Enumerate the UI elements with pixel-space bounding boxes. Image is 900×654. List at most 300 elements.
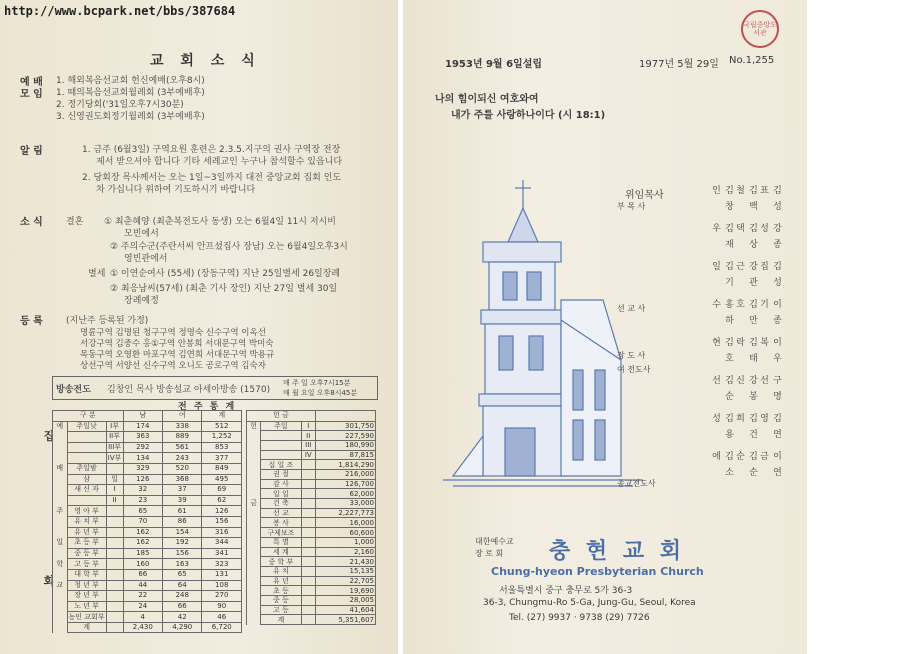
attendance-cell: 대 학 부 [67,569,106,580]
offering-cell [247,440,261,450]
offering-cell: 1,000 [315,537,375,547]
staff-name: 김 재 우 [710,223,733,250]
source-url: http://www.bcpark.net/bbs/387684 [4,4,236,18]
attendance-cell: 108 [202,580,242,591]
news-1b: 모빈에서 [124,229,159,239]
offering-cell: 22,705 [315,576,375,586]
attendance-cell: 62 [202,495,242,506]
offering-row [247,460,376,470]
attendance-cell: 6,720 [202,622,242,633]
offering-cell: 초 등 [261,586,301,596]
offering-cell [247,489,261,499]
attendance-cell [106,527,123,538]
staff-role: 위임목사 [625,190,664,201]
staff-name: 이 우 복 [758,337,781,364]
offering-cell: 216,000 [315,470,375,480]
offering-row [247,431,376,441]
stats-title: 전 주 통 계 [178,402,237,412]
offering-row [247,566,376,576]
off-head: 헌 금 [247,411,316,422]
offering-cell [247,431,261,441]
attendance-row [53,485,242,496]
attendance-cell [53,485,68,496]
attendance-cell: 154 [163,527,202,538]
broadcast-text: 김창인 목사 방송설교 아세아방송 (1570) [107,385,271,395]
attendance-cell: 64 [163,580,202,591]
attendance-cell: 청 년 부 [67,580,106,591]
verse-line-1: 나의 힘이되신 여호와여 [435,94,539,105]
offering-cell: 126,700 [315,479,375,489]
offering-cell: 중 학 부 [261,557,301,567]
offering-cell: 권 절 [261,470,301,480]
attendance-cell: 유 년 부 [67,527,106,538]
offering-cell [247,470,261,480]
broadcast-box [52,376,378,400]
attendance-cell [106,538,123,549]
offering-row [247,489,376,499]
offering-cell: 봉 사 [261,518,301,528]
offering-cell: 28,005 [315,595,375,605]
attendance-row [53,569,242,580]
offering-row [247,605,376,615]
offering-cell [247,557,261,567]
news-title: 교 회 소 식 [150,53,261,69]
offering-cell [247,460,261,470]
offering-cell: 1,814,290 [315,460,375,470]
attendance-row [53,516,242,527]
offering-row [247,547,376,557]
offering-row [247,479,376,489]
attendance-cell: 4,290 [163,622,202,633]
attendance-row [53,591,242,602]
attendance-cell: 156 [202,516,242,527]
offering-cell [301,576,315,586]
staff-name: 김 성 표 [758,185,781,212]
offering-cell: 일 일 [261,489,301,499]
staff-name: 김 호 현 [710,337,733,364]
attendance-cell [53,495,68,506]
attendance-cell: I [106,485,123,496]
attendance-row [53,538,242,549]
offering-cell [247,537,261,547]
attendance-cell: 126 [123,474,162,485]
attendance-cell: IV부 [107,453,122,462]
attendance-cell: 338 [163,421,202,432]
offering-cell [301,595,315,605]
news-sub-2: 별세 [88,269,106,279]
left-page [0,0,398,654]
attendance-row [53,580,242,591]
offering-row [247,537,376,547]
offering-cell: 60,600 [315,528,375,538]
news-4b: 장례예정 [124,296,159,306]
issue-number: No.1,255 [729,55,775,66]
attendance-cell: 512 [202,421,242,432]
staff-role: 여 전도사 [617,365,651,374]
attendance-cell [106,548,123,559]
attendance-cell: 131 [202,569,242,580]
attendance-table [52,410,242,633]
news-3: ① 이연순여사 (55세) (장동구역) 지난 25일별세 26일장례 [110,269,341,279]
attendance-cell: 849 [202,463,242,474]
attendance-row [53,527,242,538]
offering-cell: 62,000 [315,489,375,499]
staff-name: 김 기 일 [710,261,733,288]
attendance-cell: 배 [53,463,68,474]
meeting-1: 1. 때의복음선교회월례회 (3부예배후) [56,88,205,98]
attendance-cell: 2,430 [123,622,162,633]
attendance-cell: 65 [163,569,202,580]
broadcast-label: 방송전도 [56,385,91,395]
offering-cell: 180,990 [315,440,375,450]
denomination-1: 대한예수교 [475,537,514,546]
offering-cell [301,508,315,518]
offering-cell: 5,351,607 [315,615,375,625]
attendance-cell: II [106,495,123,506]
attendance-cell: 노 년 부 [67,601,106,612]
attendance-cell: 61 [163,506,202,517]
attendance-cell [53,548,68,559]
offering-cell: I [301,421,315,431]
attendance-cell: 교 [53,580,68,591]
offering-row [247,595,376,605]
offering-cell [247,450,261,460]
staff-name: 이 연 금 [758,451,781,478]
attendance-row [53,442,242,453]
offering-cell: 유 년 [261,576,301,586]
notice-1b: 제서 받으셔야 합니다 기타 세례교인 누구나 참석할수 있읍니다 [96,157,343,167]
offering-row [247,440,376,450]
staff-name: 김 상 택 [734,223,757,250]
attendance-cell: II부 [106,432,123,443]
attendance-cell [106,601,123,612]
attendance-cell: 853 [202,442,242,453]
attendance-cell [67,453,106,464]
church-name-en: Chung-hyeon Presbyterian Church [491,565,704,578]
staff-name: 김 연 영 [758,413,781,440]
attendance-cell: 316 [202,527,242,538]
staff-name: 김 건 희 [734,413,757,440]
attendance-cell: 561 [163,442,202,453]
meeting-2: 2. 정기당회('31일오후7시30분) [56,100,184,110]
attendance-cell [106,559,123,570]
stats-side-1: 집 [42,430,55,441]
attendance-cell: 주일낮 [67,421,106,432]
attendance-cell: 22 [123,591,162,602]
issue-date: 1977년 5월 29일 [639,59,719,70]
attendance-cell: 1,252 [202,432,242,443]
attendance-cell: 37 [163,485,202,496]
attendance-row [53,495,242,506]
offering-cell [301,605,315,615]
attendance-cell: 32 [123,485,162,496]
offering-cell: 중 등 [261,595,301,605]
staff-name: 김 만 호 [734,299,757,326]
staff-name: 김 용 성 [710,413,733,440]
offering-cell: 금 [247,499,261,509]
offering-cell [301,528,315,538]
attendance-cell [53,474,68,485]
address-en: 36-3, Chungmu-Ro 5-Ga, Jung-Gu, Seoul, Korea [483,598,696,608]
attendance-cell [53,453,68,464]
offering-cell: 고 등 [261,605,301,615]
attendance-cell [53,442,68,453]
denomination-2: 장 로 회 [475,549,504,558]
register-note: (지난주 등록된 가정) [66,316,149,326]
offering-row [247,421,376,431]
library-stamp: 국립중앙도서관 [741,10,779,48]
staff-name: 강 종 성 [758,223,781,250]
offering-cell [301,479,315,489]
offering-cell: 감 사 [261,479,301,489]
offering-cell [301,537,315,547]
offering-cell [301,547,315,557]
att-head-male: 남 [123,411,162,422]
attendance-cell: 계 [67,622,106,633]
notice-label: 알 림 [20,146,43,157]
offering-row [247,528,376,538]
attendance-cell: 23 [123,495,162,506]
news-1: ① 최춘혜양 (최춘복전도사 동생) 오는 6월4일 11시 저시비 [104,217,336,227]
offering-cell [247,576,261,586]
attendance-cell: 162 [123,527,162,538]
offering-cell [261,440,301,450]
worship-text: 1. 해외복음선교회 헌신예배(오후8시) [56,76,205,86]
attendance-row [53,548,242,559]
offering-cell [261,431,301,441]
offering-cell: 특 별 [261,537,301,547]
attendance-cell: 65 [123,506,162,517]
offering-cell [247,605,261,615]
att-head-div: 구 분 [53,411,124,422]
attendance-cell: 156 [163,548,202,559]
attendance-cell [67,495,106,506]
attendance-row [53,421,242,432]
staff-name: 홍 하 수 [710,299,733,326]
offering-cell: 227,590 [315,431,375,441]
verse-line-2: 내가 주를 사랑하나이다 (시 18:1) [451,110,606,121]
attendance-cell: 일 [53,538,68,549]
attendance-cell: 86 [163,516,202,527]
offering-cell [247,547,261,557]
register-row: 목동구역 오영환 마포구역 김연희 서대문구역 박용규 [80,350,275,360]
news-2b: 영빈관에서 [124,254,168,264]
offering-cell [301,566,315,576]
offering-cell [247,518,261,528]
attendance-cell: 고 등 부 [67,559,106,570]
offering-row [247,499,376,509]
attendance-cell: 323 [202,559,242,570]
offering-cell [301,557,315,567]
attendance-cell: 4 [123,612,162,623]
offering-cell [301,586,315,596]
offering-cell: 계 [261,615,301,625]
attendance-cell: I부 [106,421,123,432]
address-kr: 서울특별시 중구 충무로 5가 36-3 [499,586,633,596]
attendance-cell: 44 [123,580,162,591]
attendance-cell [53,432,68,443]
attendance-cell: 주일밤 [67,463,106,474]
attendance-cell [106,516,123,527]
news-label: 소 식 [20,217,43,228]
offering-cell [247,615,261,625]
attendance-cell: 66 [123,569,162,580]
offering-cell: 87,815 [315,450,375,460]
attendance-cell [106,591,123,602]
founded-date: 1953년 9월 6일설립 [445,59,543,70]
att-head-female: 여 [163,411,202,422]
news-2: ② 주의수군(주란서씨 안프셨집사 장남) 오는 6월4일오후3시 [110,242,348,252]
offering-cell: 2,227,773 [315,508,375,518]
church-name-kr: 충 현 교 회 [549,539,685,564]
attendance-cell: 학 [53,559,68,570]
notice-2b: 차 가십니다 위하여 기도하시기 바랍니다 [96,185,256,195]
attendance-row [53,506,242,517]
offering-cell: 건 축 [261,499,301,509]
staff-name: 구 명 선 [758,375,781,402]
attendance-cell: 새 신 자 [67,485,106,496]
attendance-cell [106,622,123,633]
staff-name: 강 봉 신 [734,375,757,402]
attendance-cell: 368 [163,474,202,485]
staff-name: 김 성 집 [758,261,781,288]
offering-cell [247,528,261,538]
offering-row [247,615,376,625]
attendance-row [53,612,242,623]
attendance-row [53,463,242,474]
attendance-cell [53,601,68,612]
offering-cell: 2,160 [315,547,375,557]
attendance-cell: 유 치 부 [67,516,106,527]
attendance-cell: 292 [123,442,162,453]
offering-row [247,470,376,480]
offering-cell: III [301,440,315,450]
staff-name: 김 태 락 [734,337,757,364]
staff-name: 강 관 근 [734,261,757,288]
attendance-cell [53,612,68,623]
stats-side-2: 회 [42,575,55,586]
register-row: 서강구역 김중수 홍①구역 안봉희 서대문구역 박미숙 [80,339,274,349]
offering-cell [301,470,315,480]
attendance-cell: 장 년 부 [67,591,106,602]
attendance-cell: 주 [53,506,68,517]
attendance-cell [106,463,123,474]
offering-row [247,450,376,460]
attendance-cell: 185 [123,548,162,559]
broadcast-time-2: 매 월 요일 오후8시45분 [283,389,358,397]
offering-cell [301,615,315,625]
attendance-cell [53,527,68,538]
attendance-cell [53,569,68,580]
attendance-cell [106,580,123,591]
attendance-row [53,622,242,633]
register-label: 등 록 [20,316,43,327]
attendance-cell [53,516,68,527]
notice-2: 2. 당회장 목사께서는 오는 1일~3일까지 대전 중앙교회 집회 인도 [82,173,342,183]
offering-cell: 21,430 [315,557,375,567]
offering-cell: 16,000 [315,518,375,528]
offering-cell [247,508,261,518]
attendance-cell: 농인 교회부 [68,612,105,621]
attendance-cell: 69 [202,485,242,496]
offering-cell: 15,135 [315,566,375,576]
offering-table [246,410,376,625]
notice-1: 1. 금주 (6월3일) 구역요원 훈련은 2.3.5.지구의 권사 구역장 전장 [82,145,341,155]
offering-cell: 주일 [261,421,301,431]
att-head-total: 계 [202,411,242,422]
attendance-cell: III부 [108,443,122,452]
broadcast-time-1: 매 주 일 오후7시15분 [283,379,351,387]
attendance-cell: 예 [53,421,68,432]
attendance-cell [106,612,123,623]
attendance-cell: 160 [123,559,162,570]
attendance-cell: 363 [123,432,162,443]
offering-cell [247,479,261,489]
attendance-cell: 329 [123,463,162,474]
offering-cell: 헌 [247,421,261,431]
attendance-cell: 24 [123,601,162,612]
staff-role: 장 도 사 [617,351,646,360]
offering-cell [301,460,315,470]
attendance-cell: 495 [202,474,242,485]
offering-cell [301,489,315,499]
attendance-cell: 163 [163,559,202,570]
right-page [403,0,807,654]
offering-cell: 301,750 [315,421,375,431]
attendance-cell: 영 아 부 [67,506,106,517]
attendance-cell: 66 [163,601,202,612]
offering-cell: 33,000 [315,499,375,509]
offering-cell [301,518,315,528]
attendance-cell: 초 등 부 [67,538,106,549]
offering-cell: 구제보조 [261,528,301,538]
attendance-cell [53,591,68,602]
offering-cell [247,566,261,576]
offering-cell: 19,690 [315,586,375,596]
attendance-row [53,453,242,464]
offering-cell: 유 치 [261,566,301,576]
attendance-cell [67,442,106,453]
attendance-row [53,601,242,612]
offering-cell [301,499,315,509]
attendance-cell: 70 [123,516,162,527]
attendance-cell: 248 [163,591,202,602]
register-row: 명륜구역 김명된 청구구역 정명숙 신수구역 이옥선 [80,328,266,338]
attendance-row [53,474,242,485]
offering-row [247,586,376,596]
attendance-cell [53,622,68,633]
off-head-amount [315,411,375,422]
attendance-cell: 520 [163,463,202,474]
meeting-3: 3. 신영권도회정기월례회 (3부예배후) [56,112,205,122]
offering-cell [247,586,261,596]
offering-cell [247,595,261,605]
offering-cell: 선 교 [261,508,301,518]
staff-name: 김 순 선 [710,375,733,402]
offering-cell: 십 일 조 [261,460,301,470]
attendance-cell: 중 등 부 [67,548,106,559]
offering-row [247,557,376,567]
attendance-cell: 341 [202,548,242,559]
attendance-cell: 42 [163,612,202,623]
attendance-cell: 46 [202,612,242,623]
attendance-cell [67,432,106,443]
attendance-cell: 243 [163,453,202,464]
attendance-row [53,559,242,570]
attendance-cell: 39 [163,495,202,506]
staff-name: 김 순 순 [734,451,757,478]
news-sub-1: 결혼 [66,217,84,227]
